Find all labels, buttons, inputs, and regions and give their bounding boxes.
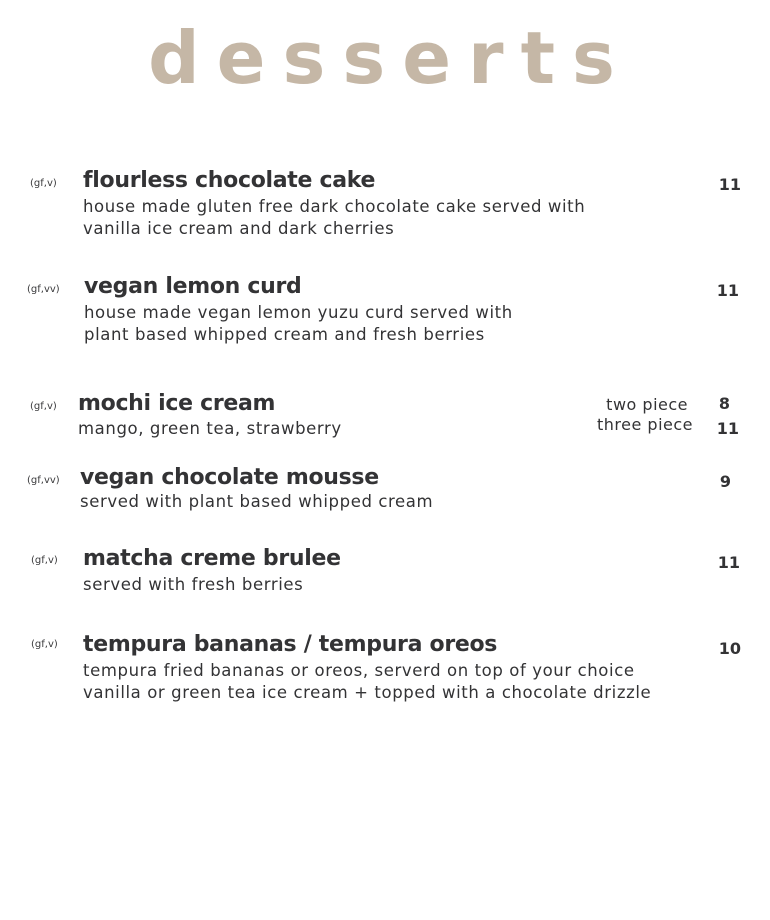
item-name: vegan chocolate mousse — [80, 465, 379, 490]
item-name: flourless chocolate cake — [83, 168, 376, 193]
page-title: desserts — [148, 16, 632, 100]
dietary-tag: (gf,vv) — [27, 284, 60, 295]
item-description-line-1: mango, green tea, strawberry — [78, 419, 342, 438]
dietary-tag: (gf,v) — [31, 555, 58, 566]
item-description-line-1: house made vegan lemon yuzu curd served with — [84, 303, 513, 322]
item-description-line-2: plant based whipped cream and fresh berries — [84, 325, 485, 344]
item-description-line-1: tempura fried bananas or oreos, serverd on top of your choice — [83, 661, 635, 680]
item-price: 11 — [717, 553, 740, 572]
item-description-line-1: served with plant based whipped cream — [80, 492, 434, 511]
item-price: 9 — [719, 472, 731, 491]
item-name: tempura bananas / tempura oreos — [83, 632, 498, 657]
item-description-line-1: served with fresh berries — [83, 575, 304, 594]
item-price: 10 — [718, 639, 741, 658]
item-description-line-1: house made gluten free dark chocolate cake served with — [83, 197, 586, 216]
option-two-piece-label: two piece — [606, 395, 688, 414]
dietary-tag: (gf,v) — [30, 178, 57, 189]
item-price: 11 — [716, 281, 739, 300]
item-price: 11 — [718, 175, 741, 194]
dietary-tag: (gf,v) — [31, 639, 58, 650]
item-description-line-2: vanilla ice cream and dark cherries — [83, 219, 395, 238]
option-two-piece-price: 8 — [718, 394, 730, 413]
dietary-tag: (gf,vv) — [27, 475, 60, 486]
item-description-line-2: vanilla or green tea ice cream + topped with a chocolate drizzle — [83, 683, 652, 702]
item-name: vegan lemon curd — [84, 274, 302, 299]
option-three-piece-price: 11 — [716, 419, 739, 438]
option-three-piece-label: three piece — [597, 415, 693, 434]
item-name: mochi ice cream — [78, 391, 276, 416]
item-name: matcha creme brulee — [83, 546, 341, 571]
dietary-tag: (gf,v) — [30, 401, 57, 412]
